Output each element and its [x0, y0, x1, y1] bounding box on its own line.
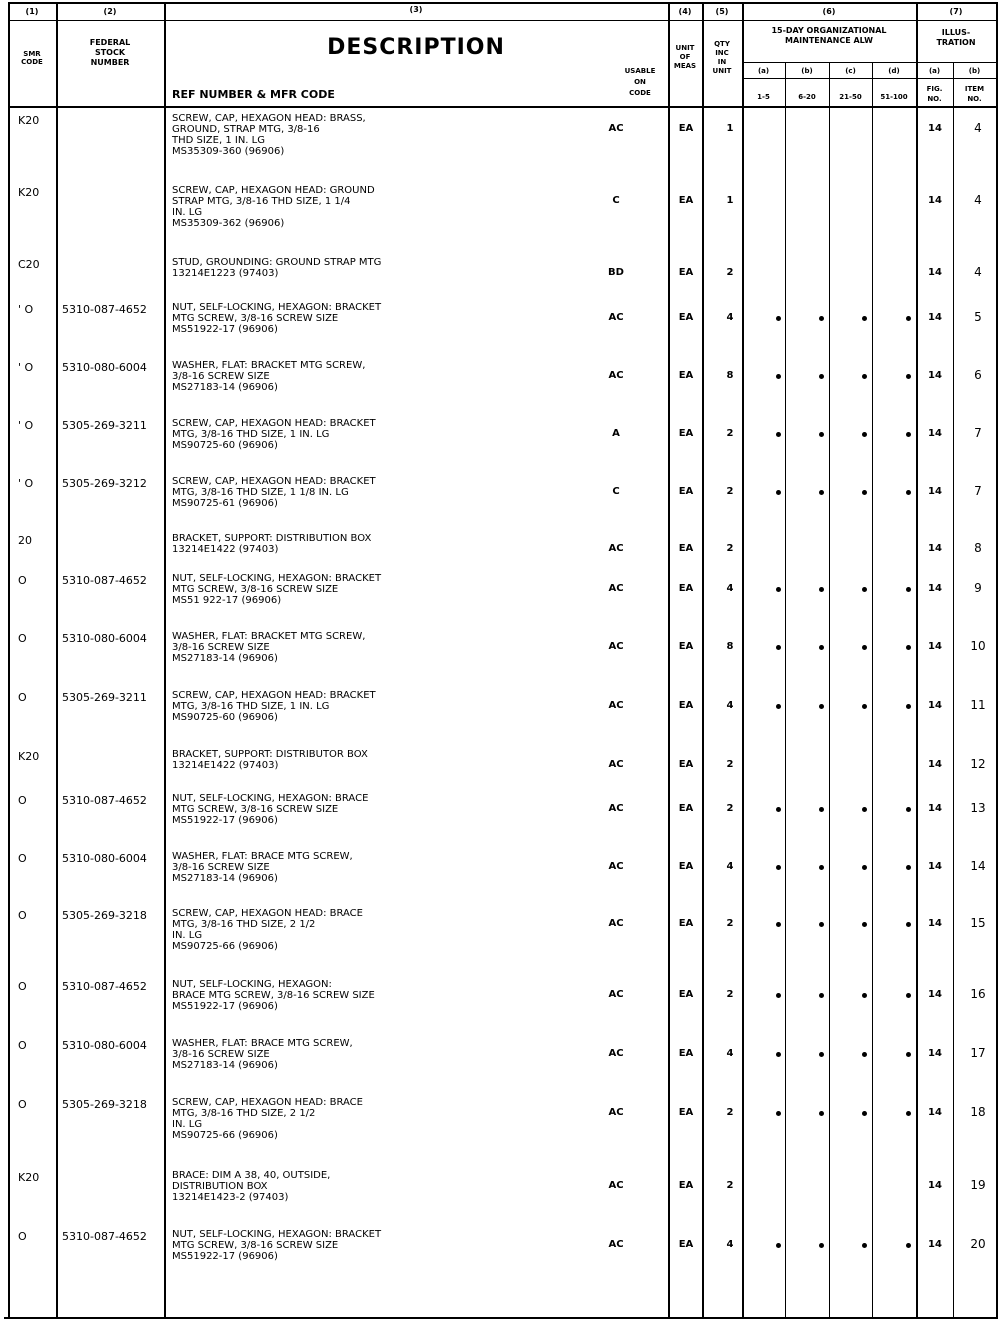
- usable-on-code: AC: [608, 543, 624, 554]
- fig-no-header: FIG. NO.: [926, 85, 943, 103]
- description: NUT, SELF-LOCKING, HEXAGON: BRACE MTG SCREW, 3/8-16 SCREW SIZE MS51922-17 (96906): [172, 793, 369, 826]
- quantity: 4: [726, 312, 734, 323]
- smr-code: ' O: [18, 419, 34, 432]
- description: SCREW, CAP, HEXAGON HEAD: BRACKET MTG, 3/8-16 THD SIZE, 1 1/8 IN. LG MS90725-61 (96906): [172, 476, 376, 509]
- maint-range-a: 1-5: [757, 93, 770, 101]
- item-number: 16: [970, 987, 986, 1001]
- allowance-mark: [776, 1052, 781, 1057]
- item-number: 10: [970, 639, 986, 653]
- unit-of-meas-header: UNIT OF MEAS: [673, 44, 697, 70]
- quantity: 2: [726, 486, 734, 497]
- usable-on-code: AC: [608, 1180, 624, 1191]
- allowance-mark: [819, 704, 824, 709]
- allowance-mark: [906, 807, 911, 812]
- ref-number-header: REF NUMBER & MFR CODE: [172, 88, 335, 101]
- smr-code: O: [18, 909, 27, 922]
- item-number: 5: [974, 310, 982, 324]
- usable-on-code: AC: [608, 123, 624, 134]
- allowance-mark: [862, 1243, 867, 1248]
- item-no-header: ITEM NO.: [964, 85, 985, 103]
- unit-of-measure: EA: [678, 1239, 694, 1250]
- item-number: 15: [970, 916, 986, 930]
- column-rule: [916, 2, 918, 1317]
- table-border-top: [8, 2, 998, 4]
- column-rule: [785, 62, 786, 1317]
- allowance-mark: [776, 1111, 781, 1116]
- allowance-mark: [776, 993, 781, 998]
- allowance-mark: [906, 587, 911, 592]
- usable-on-code: AC: [608, 759, 624, 770]
- smr-code: O: [18, 852, 27, 865]
- allowance-mark: [906, 645, 911, 650]
- allowance-mark: [862, 490, 867, 495]
- unit-of-measure: EA: [678, 195, 694, 206]
- figure-number: 14: [928, 861, 942, 872]
- smr-code: ' O: [18, 303, 34, 316]
- column-rule: [702, 2, 704, 1317]
- smr-code: K20: [18, 186, 40, 199]
- allowance-mark: [776, 807, 781, 812]
- header-bottom-rule: [8, 106, 998, 108]
- qty-header: QTY INC IN UNIT: [712, 40, 732, 75]
- column-rule: [872, 62, 873, 1317]
- item-number: 4: [974, 265, 982, 279]
- federal-stock-number: 5305-269-3218: [62, 909, 147, 922]
- usable-on-code: AC: [608, 861, 624, 872]
- quantity: 2: [726, 428, 734, 439]
- quantity: 2: [726, 1180, 734, 1191]
- smr-code-header: SMR CODE: [21, 50, 43, 66]
- smr-code: O: [18, 980, 27, 993]
- usable-on-code: AC: [608, 918, 624, 929]
- allowance-mark: [776, 645, 781, 650]
- unit-of-measure: EA: [678, 486, 694, 497]
- allowance-mark: [819, 1052, 824, 1057]
- item-number: 7: [974, 426, 982, 440]
- usable-on-code: AC: [608, 312, 624, 323]
- figure-number: 14: [928, 700, 942, 711]
- allowance-mark: [906, 1243, 911, 1248]
- smr-code: K20: [18, 1171, 40, 1184]
- unit-of-measure: EA: [678, 428, 694, 439]
- table-border-left: [8, 2, 10, 1317]
- column-rule: [164, 2, 166, 1317]
- description: WASHER, FLAT: BRACKET MTG SCREW, 3/8-16 SCREW SIZE MS27183-14 (96906): [172, 631, 366, 664]
- figure-number: 14: [928, 123, 942, 134]
- item-number: 19: [970, 1178, 986, 1192]
- maint-sub-a: (a): [757, 67, 770, 75]
- figure-number: 14: [928, 267, 942, 278]
- allowance-mark: [819, 432, 824, 437]
- header-rule: [8, 20, 998, 21]
- item-number: 18: [970, 1105, 986, 1119]
- quantity: 8: [726, 370, 734, 381]
- quantity: 1: [726, 195, 734, 206]
- allowance-mark: [819, 1111, 824, 1116]
- allowance-mark: [819, 374, 824, 379]
- figure-number: 14: [928, 759, 942, 770]
- ill-sub-b: (b): [968, 67, 981, 75]
- smr-code: O: [18, 632, 27, 645]
- item-number: 13: [970, 801, 986, 815]
- federal-stock-number: 5305-269-3212: [62, 477, 147, 490]
- allowance-mark: [819, 645, 824, 650]
- col-number: (2): [103, 7, 117, 16]
- allowance-mark: [862, 645, 867, 650]
- allowance-mark: [906, 374, 911, 379]
- smr-code: O: [18, 691, 27, 704]
- item-number: 14: [970, 859, 986, 873]
- allowance-mark: [862, 807, 867, 812]
- usable-on-code: C: [612, 486, 620, 497]
- usable-on-code: A: [612, 428, 620, 439]
- description: SCREW, CAP, HEXAGON HEAD: GROUND STRAP MTG, 3/8-16 THD SIZE, 1 1/4 IN. LG MS35309-362 (96906): [172, 185, 375, 229]
- federal-stock-number: 5310-087-4652: [62, 794, 147, 807]
- federal-stock-number: 5310-080-6004: [62, 632, 147, 645]
- quantity: 2: [726, 543, 734, 554]
- usable-on-code: AC: [608, 700, 624, 711]
- item-number: 8: [974, 541, 982, 555]
- description: BRACKET, SUPPORT: DISTRIBUTION BOX 13214E1422 (97403): [172, 533, 372, 555]
- item-number: 9: [974, 581, 982, 595]
- figure-number: 14: [928, 989, 942, 1000]
- quantity: 2: [726, 267, 734, 278]
- figure-number: 14: [928, 1048, 942, 1059]
- unit-of-measure: EA: [678, 267, 694, 278]
- quantity: 1: [726, 123, 734, 134]
- allowance-mark: [776, 587, 781, 592]
- smr-code: O: [18, 1230, 27, 1243]
- smr-code: ' O: [18, 361, 34, 374]
- allowance-mark: [776, 316, 781, 321]
- smr-code: K20: [18, 114, 40, 127]
- allowance-mark: [862, 993, 867, 998]
- allowance-mark: [862, 587, 867, 592]
- col-number: (6): [822, 7, 836, 16]
- allowance-mark: [906, 432, 911, 437]
- description-header: DESCRIPTION: [327, 35, 505, 60]
- description: SCREW, CAP, HEXAGON HEAD: BRACE MTG, 3/8-16 THD SIZE, 2 1/2 IN. LG MS90725-66 (96906): [172, 908, 363, 952]
- quantity: 4: [726, 1048, 734, 1059]
- description: SCREW, CAP, HEXAGON HEAD: BRACE MTG, 3/8-16 THD SIZE, 2 1/2 IN. LG MS90725-66 (96906): [172, 1097, 363, 1141]
- smr-code: O: [18, 1098, 27, 1111]
- allowance-mark: [819, 922, 824, 927]
- federal-stock-number: 5305-269-3211: [62, 691, 147, 704]
- quantity: 2: [726, 803, 734, 814]
- federal-stock-number: 5305-269-3218: [62, 1098, 147, 1111]
- allowance-mark: [819, 490, 824, 495]
- federal-stock-number: 5310-080-6004: [62, 852, 147, 865]
- federal-stock-number: 5310-080-6004: [62, 1039, 147, 1052]
- federal-stock-number: 5310-087-4652: [62, 980, 147, 993]
- allowance-mark: [862, 922, 867, 927]
- allowance-mark: [776, 704, 781, 709]
- description: SCREW, CAP, HEXAGON HEAD: BRASS, GROUND, STRAP MTG, 3/8-16 THD SIZE, 1 IN. LG MS35309-360 (96906): [172, 113, 366, 157]
- unit-of-measure: EA: [678, 543, 694, 554]
- maintenance-header: 15-DAY ORGANIZATIONAL MAINTENANCE ALW: [771, 26, 887, 45]
- allowance-mark: [862, 374, 867, 379]
- column-rule: [742, 2, 744, 1317]
- description: BRACE: DIM A 38, 40, OUTSIDE, DISTRIBUTION BOX 13214E1423-2 (97403): [172, 1170, 331, 1203]
- usable-on-code: AC: [608, 803, 624, 814]
- unit-of-measure: EA: [678, 641, 694, 652]
- figure-number: 14: [928, 1107, 942, 1118]
- usable-on-code: C: [612, 195, 620, 206]
- col-number: (5): [715, 7, 729, 16]
- smr-code: ' O: [18, 477, 34, 490]
- quantity: 2: [726, 989, 734, 1000]
- unit-of-measure: EA: [678, 312, 694, 323]
- allowance-mark: [819, 316, 824, 321]
- usable-on-code: AC: [608, 641, 624, 652]
- usable-on-code: BD: [608, 267, 624, 278]
- description: WASHER, FLAT: BRACE MTG SCREW, 3/8-16 SCREW SIZE MS27183-14 (96906): [172, 851, 353, 884]
- item-number: 6: [974, 368, 982, 382]
- allowance-mark: [906, 1111, 911, 1116]
- federal-stock-number: 5310-087-4652: [62, 1230, 147, 1243]
- allowance-mark: [819, 807, 824, 812]
- quantity: 4: [726, 583, 734, 594]
- figure-number: 14: [928, 1180, 942, 1191]
- header-rule: [742, 62, 998, 63]
- description: WASHER, FLAT: BRACKET MTG SCREW, 3/8-16 SCREW SIZE MS27183-14 (96906): [172, 360, 366, 393]
- unit-of-measure: EA: [678, 1107, 694, 1118]
- allowance-mark: [776, 865, 781, 870]
- smr-code: O: [18, 794, 27, 807]
- smr-code: O: [18, 574, 27, 587]
- quantity: 2: [726, 1107, 734, 1118]
- description: WASHER, FLAT: BRACE MTG SCREW, 3/8-16 SCREW SIZE MS27183-14 (96906): [172, 1038, 353, 1071]
- maint-sub-d: (d): [888, 67, 900, 75]
- usable-on-code-header: USABLE ON CODE: [624, 67, 656, 97]
- figure-number: 14: [928, 583, 942, 594]
- description: NUT, SELF-LOCKING, HEXAGON: BRACKET MTG SCREW, 3/8-16 SCREW SIZE MS51 922-17 (96906): [172, 573, 382, 606]
- col-number: (3): [409, 5, 423, 14]
- quantity: 4: [726, 1239, 734, 1250]
- federal-stock-number: 5310-087-4652: [62, 574, 147, 587]
- allowance-mark: [862, 704, 867, 709]
- description: NUT, SELF-LOCKING, HEXAGON: BRACE MTG SCREW, 3/8-16 SCREW SIZE MS51922-17 (96906): [172, 979, 375, 1012]
- unit-of-measure: EA: [678, 583, 694, 594]
- allowance-mark: [819, 1243, 824, 1248]
- item-number: 4: [974, 193, 982, 207]
- unit-of-measure: EA: [678, 918, 694, 929]
- allowance-mark: [862, 432, 867, 437]
- figure-number: 14: [928, 543, 942, 554]
- allowance-mark: [906, 865, 911, 870]
- maint-sub-c: (c): [845, 67, 856, 75]
- column-rule: [56, 2, 58, 1317]
- maint-range-d: 51-100: [880, 93, 908, 101]
- quantity: 4: [726, 700, 734, 711]
- description: SCREW, CAP, HEXAGON HEAD: BRACKET MTG, 3/8-16 THD SIZE, 1 IN. LG MS90725-60 (96906): [172, 418, 376, 451]
- figure-number: 14: [928, 803, 942, 814]
- col-number: (4): [678, 7, 692, 16]
- item-number: 4: [974, 121, 982, 135]
- usable-on-code: AC: [608, 1048, 624, 1059]
- smr-code: K20: [18, 750, 40, 763]
- item-number: 20: [970, 1237, 986, 1251]
- federal-stock-number-header: FEDERAL STOCK NUMBER: [89, 38, 131, 67]
- federal-stock-number: 5310-080-6004: [62, 361, 147, 374]
- figure-number: 14: [928, 312, 942, 323]
- ill-sub-a: (a): [928, 67, 941, 75]
- allowance-mark: [776, 374, 781, 379]
- description: NUT, SELF-LOCKING, HEXAGON: BRACKET MTG SCREW, 3/8-16 SCREW SIZE MS51922-17 (96906): [172, 302, 382, 335]
- quantity: 2: [726, 759, 734, 770]
- maint-sub-b: (b): [801, 67, 813, 75]
- quantity: 2: [726, 918, 734, 929]
- illustration-header: ILLUS- TRATION: [936, 28, 976, 47]
- description: NUT, SELF-LOCKING, HEXAGON: BRACKET MTG SCREW, 3/8-16 SCREW SIZE MS51922-17 (96906): [172, 1229, 382, 1262]
- figure-number: 14: [928, 641, 942, 652]
- allowance-mark: [906, 993, 911, 998]
- figure-number: 14: [928, 1239, 942, 1250]
- figure-number: 14: [928, 195, 942, 206]
- unit-of-measure: EA: [678, 989, 694, 1000]
- allowance-mark: [906, 490, 911, 495]
- header-rule: [742, 78, 998, 79]
- figure-number: 14: [928, 428, 942, 439]
- unit-of-measure: EA: [678, 700, 694, 711]
- allowance-mark: [862, 316, 867, 321]
- allowance-mark: [819, 587, 824, 592]
- table-border-bottom: [8, 1317, 998, 1319]
- figure-number: 14: [928, 370, 942, 381]
- usable-on-code: AC: [608, 1107, 624, 1118]
- allowance-mark: [906, 316, 911, 321]
- column-rule: [953, 62, 954, 1317]
- item-number: 11: [970, 698, 986, 712]
- allowance-mark: [862, 1111, 867, 1116]
- figure-number: 14: [928, 918, 942, 929]
- col-number: (7): [949, 7, 963, 16]
- allowance-mark: [776, 490, 781, 495]
- col-number: (1): [25, 7, 39, 16]
- description: SCREW, CAP, HEXAGON HEAD: BRACKET MTG, 3/8-16 THD SIZE, 1 IN. LG MS90725-60 (96906): [172, 690, 376, 723]
- unit-of-measure: EA: [678, 1180, 694, 1191]
- allowance-mark: [776, 922, 781, 927]
- federal-stock-number: 5305-269-3211: [62, 419, 147, 432]
- usable-on-code: AC: [608, 583, 624, 594]
- usable-on-code: AC: [608, 370, 624, 381]
- figure-number: 14: [928, 486, 942, 497]
- item-number: 7: [974, 484, 982, 498]
- column-rule: [668, 2, 670, 1317]
- unit-of-measure: EA: [678, 759, 694, 770]
- allowance-mark: [776, 432, 781, 437]
- unit-of-measure: EA: [678, 123, 694, 134]
- allowance-mark: [906, 922, 911, 927]
- usable-on-code: AC: [608, 1239, 624, 1250]
- page-corner-mark: [4, 1317, 18, 1319]
- smr-code: C20: [18, 258, 40, 271]
- allowance-mark: [776, 1243, 781, 1248]
- quantity: 8: [726, 641, 734, 652]
- item-number: 12: [970, 757, 986, 771]
- allowance-mark: [862, 1052, 867, 1057]
- federal-stock-number: 5310-087-4652: [62, 303, 147, 316]
- unit-of-measure: EA: [678, 803, 694, 814]
- allowance-mark: [862, 865, 867, 870]
- usable-on-code: AC: [608, 989, 624, 1000]
- unit-of-measure: EA: [678, 370, 694, 381]
- allowance-mark: [906, 704, 911, 709]
- allowance-mark: [819, 993, 824, 998]
- allowance-mark: [819, 865, 824, 870]
- maint-range-b: 6-20: [798, 93, 816, 101]
- description: STUD, GROUNDING: GROUND STRAP MTG 13214E1223 (97403): [172, 257, 382, 279]
- smr-code: 20: [18, 534, 32, 547]
- smr-code: O: [18, 1039, 27, 1052]
- unit-of-measure: EA: [678, 861, 694, 872]
- description: BRACKET, SUPPORT: DISTRIBUTOR BOX 13214E1422 (97403): [172, 749, 368, 771]
- quantity: 4: [726, 861, 734, 872]
- column-rule: [829, 62, 830, 1317]
- item-number: 17: [970, 1046, 986, 1060]
- unit-of-measure: EA: [678, 1048, 694, 1059]
- allowance-mark: [906, 1052, 911, 1057]
- maint-range-c: 21-50: [839, 93, 862, 101]
